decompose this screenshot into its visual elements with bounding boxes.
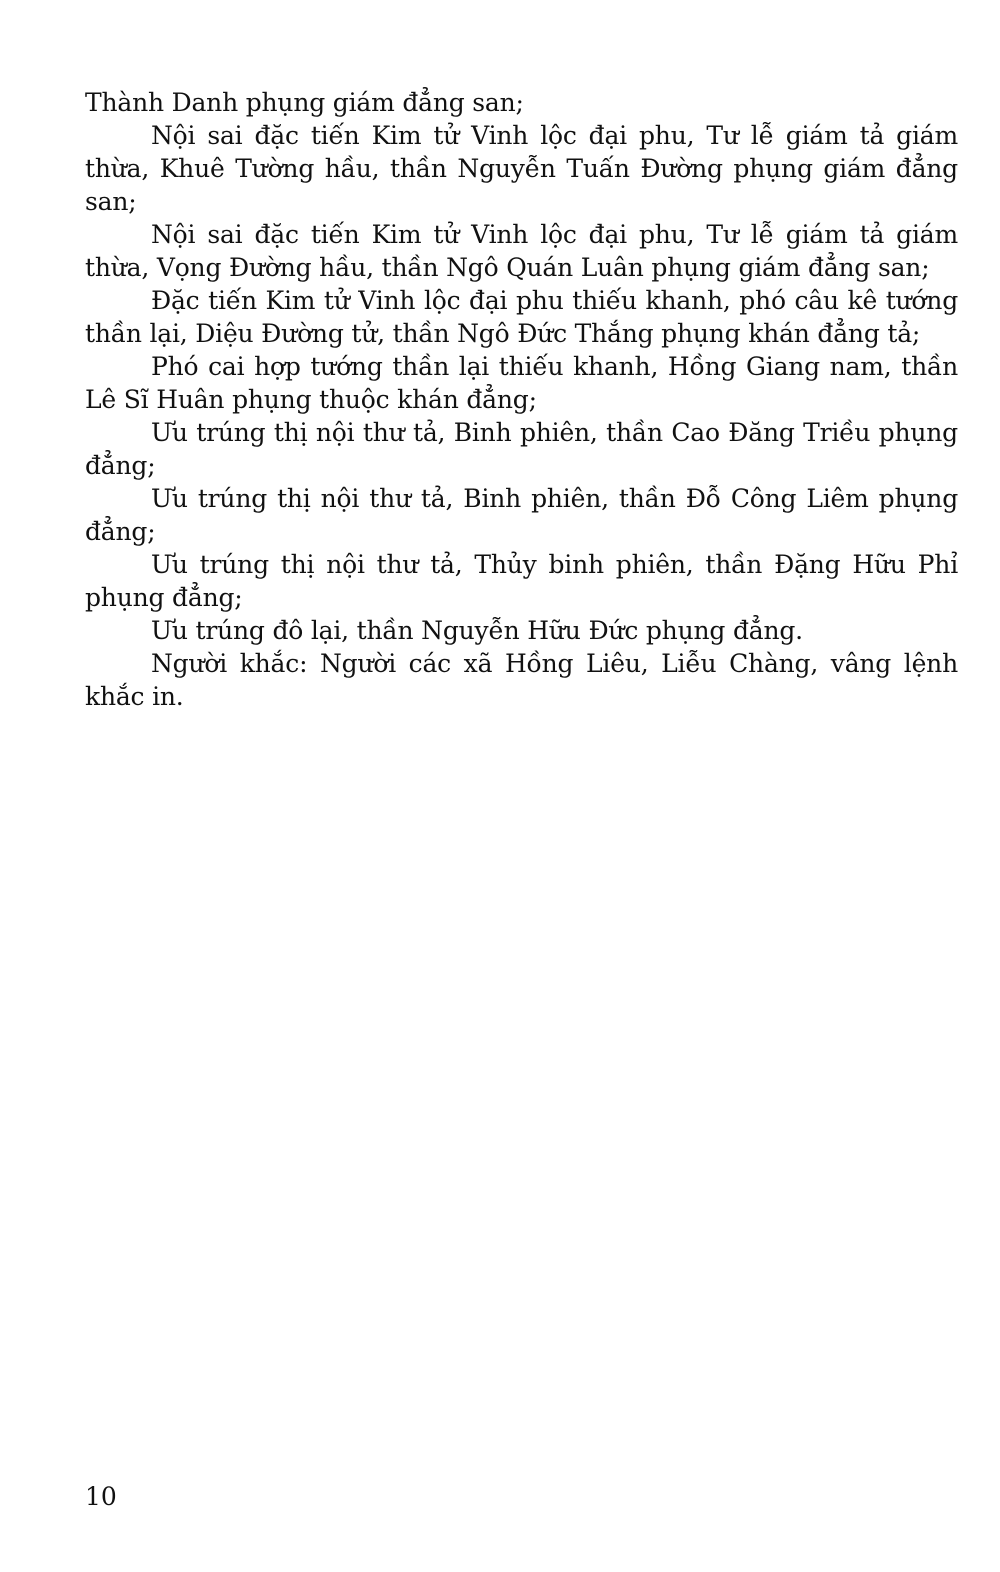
body-text	[85, 86, 958, 713]
paragraph: Ưu trúng đô lại, thần Nguyễn Hữu Đức phụng đẳng.	[151, 616, 803, 645]
paragraph: Thành Danh phụng giám đẳng san;	[85, 88, 524, 117]
paragraph: Phó cai hợp tướng thần lại thiếu khanh, Hồng Giang nam, thần Lê Sĩ Huân phụng thuộc khán đẳng;	[85, 352, 958, 414]
paragraph: Đặc tiến Kim tử Vinh lộc đại phu thiếu khanh, phó câu kê tướng thần lại, Diệu Đường tử, thần Ngô Đức Thắng phụng khán đẳng tả;	[85, 286, 958, 348]
page-number: 10	[85, 1482, 117, 1511]
paragraph: Ưu trúng thị nội thư tả, Binh phiên, thần Đỗ Công Liêm phụng đẳng;	[85, 484, 958, 546]
paragraph: Người khắc: Người các xã Hồng Liêu, Liễu Chàng, vâng lệnh khắc in.	[85, 649, 958, 711]
paragraph: Nội sai đặc tiến Kim tử Vinh lộc đại phu, Tư lễ giám tả giám thừa, Khuê Tường hầu, thần Nguyễn Tuấn Đường phụng giám đẳng san;	[85, 121, 958, 216]
paragraph: Ưu trúng thị nội thư tả, Thủy binh phiên, thần Đặng Hữu Phỉ phụng đẳng;	[85, 550, 958, 612]
paragraph: Ưu trúng thị nội thư tả, Binh phiên, thần Cao Đăng Triều phụng đẳng;	[85, 418, 958, 480]
paragraph: Nội sai đặc tiến Kim tử Vinh lộc đại phu, Tư lễ giám tả giám thừa, Vọng Đường hầu, thần Ngô Quán Luân phụng giám đẳng san;	[85, 220, 958, 282]
